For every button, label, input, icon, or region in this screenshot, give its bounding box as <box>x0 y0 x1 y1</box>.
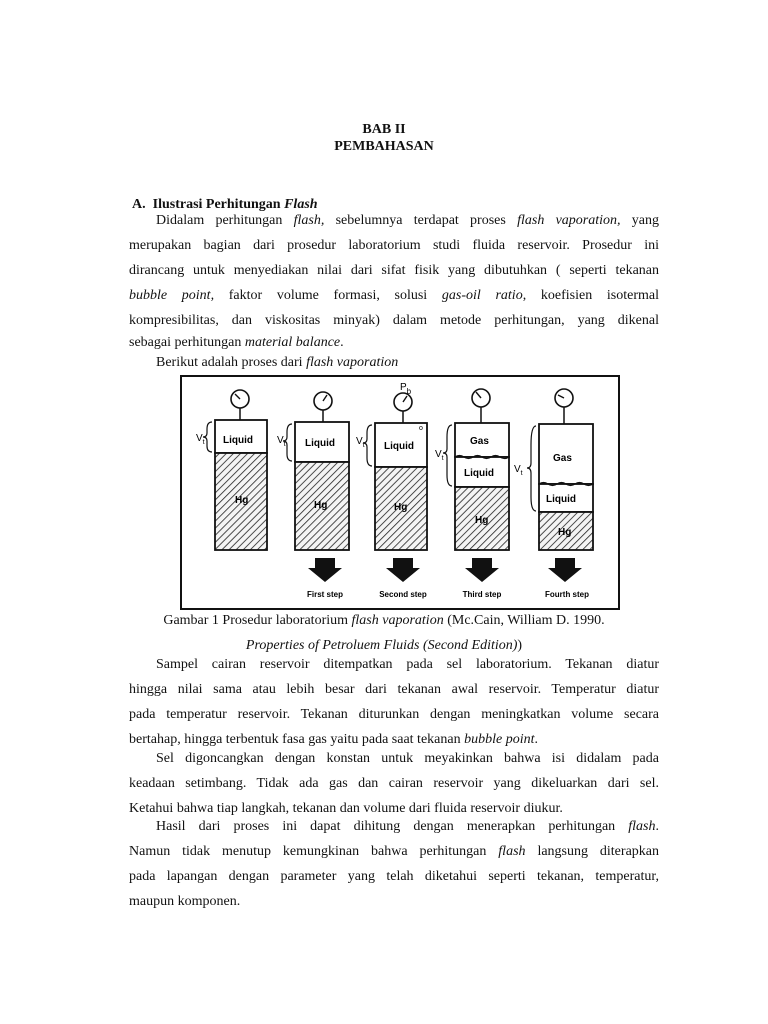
text-line: Didalam perhitungan flash, sebelumnya terdapat proses flash vaporation, yang <box>156 213 660 228</box>
down-arrow-icon <box>386 558 420 582</box>
liquid-label: Liquid <box>546 494 576 505</box>
hg-label: Hg <box>235 495 249 506</box>
vt-label: $V_t$ <box>356 436 365 449</box>
gas-bubble-label: o <box>419 425 423 432</box>
gas-label: Gas <box>470 436 489 447</box>
liquid-label: Liquid <box>464 468 494 479</box>
down-arrow-icon <box>308 558 342 582</box>
step-label: Fourth step <box>545 590 589 599</box>
figure-caption-line1: Gambar 1 Prosedur laboratorium flash vaporation (Mc.Cain, William D. 1990. <box>163 613 605 628</box>
cell-fourth-step <box>435 389 509 599</box>
paragraph-procedure <box>129 652 659 752</box>
text-line: bertahap, hingga terbentuk fasa gas yaitu pada saat tekanan bubble point. <box>129 732 538 747</box>
text-line: dirancang untuk menyediakan nilai dari sifat fisik yang dibutuhkan ( seperti tekanan <box>129 263 659 278</box>
text-line: maupun komponen. <box>129 894 241 909</box>
step-label: First step <box>306 590 344 599</box>
text-line: kompresibilitas, dan viskositas minyak) dalam metode perhitungan, yang dikenal <box>129 313 659 328</box>
text-line: keadaan setimbang. Tidak ada gas dan cairan reservoir yang dikeluarkan dari sel. <box>129 776 659 791</box>
pb-label: $P_b$ <box>400 382 412 396</box>
text-line: merupakan bagian dari prosedur laboratorium studi fluida reservoir. Prosedur ini <box>129 238 659 253</box>
vt-label: $V_t$ <box>196 433 205 446</box>
chapter-title: PEMBAHASAN <box>334 139 434 154</box>
hg-label: Hg <box>475 515 489 526</box>
vt-label: $V_t$ <box>277 435 286 448</box>
text-line: Berikut adalah proses dari flash vaporation <box>156 355 399 370</box>
figure-caption-line2: Properties of Petroluem Fluids (Second Edition)) <box>245 638 523 653</box>
cell-fifth-step <box>514 389 593 599</box>
vt-label: $V_t$ <box>514 464 523 477</box>
down-arrow-icon <box>548 558 582 582</box>
hg-label: Hg <box>394 502 408 513</box>
text-line: pada lapangan dengan parameter yang telah diketahui seperti tekanan, temperatur, <box>129 869 659 884</box>
text-line: bubble point, faktor volume formasi, solusi gas-oil ratio, koefisien isotermal <box>129 288 659 303</box>
section-title-italic: Flash <box>284 197 318 212</box>
liquid-label: Liquid <box>223 435 253 446</box>
down-arrow-icon <box>465 558 499 582</box>
text-line: Sel digoncangkan dengan konstan untuk meyakinkan bahwa isi didalam pada <box>156 751 659 766</box>
chapter-number: BAB II <box>362 122 406 137</box>
figure-diagram <box>182 377 618 608</box>
text-line: hingga nilai sama atau lebih besar dari tekanan awal reservoir. Temperatur diatur <box>129 682 659 697</box>
liquid-label: Liquid <box>305 438 335 449</box>
liquid-label: Liquid <box>384 441 414 452</box>
section-label: A. <box>132 197 146 212</box>
cell-first-step <box>196 390 267 550</box>
hg-label: Hg <box>314 500 328 511</box>
cell-second-step <box>277 392 349 599</box>
text-line: Sampel cairan reservoir ditempatkan pada sel laboratorium. Tekanan diatur <box>156 657 659 672</box>
vt-label: $V_t$ <box>435 449 444 462</box>
text-line: pada temperatur reservoir. Tekanan diturunkan dengan meningkatkan volume secara <box>129 707 659 722</box>
step-label: Second step <box>379 590 427 599</box>
text-line: sebagai perhitungan material balance. <box>129 335 344 350</box>
gas-label: Gas <box>553 453 572 464</box>
paragraph-equilibrium <box>129 746 659 821</box>
text-line: Hasil dari proses ini dapat dihitung dengan menerapkan perhitungan flash. <box>156 819 659 834</box>
text-line: Ketahui bahwa tiap langkah, tekanan dan volume dari fluida reservoir diukur. <box>129 801 563 816</box>
section-title-text: Ilustrasi Perhitungan <box>152 197 285 212</box>
hg-label: Hg <box>558 527 572 538</box>
step-label: Third step <box>462 590 502 599</box>
flash-vaporation-figure <box>180 375 620 610</box>
cell-third-step <box>356 382 427 599</box>
paragraph-result <box>129 814 659 914</box>
paragraph-intro <box>129 208 659 373</box>
text-line: Namun tidak menutup kemungkinan bahwa perhitungan flash langsung diterapkan <box>129 844 659 859</box>
